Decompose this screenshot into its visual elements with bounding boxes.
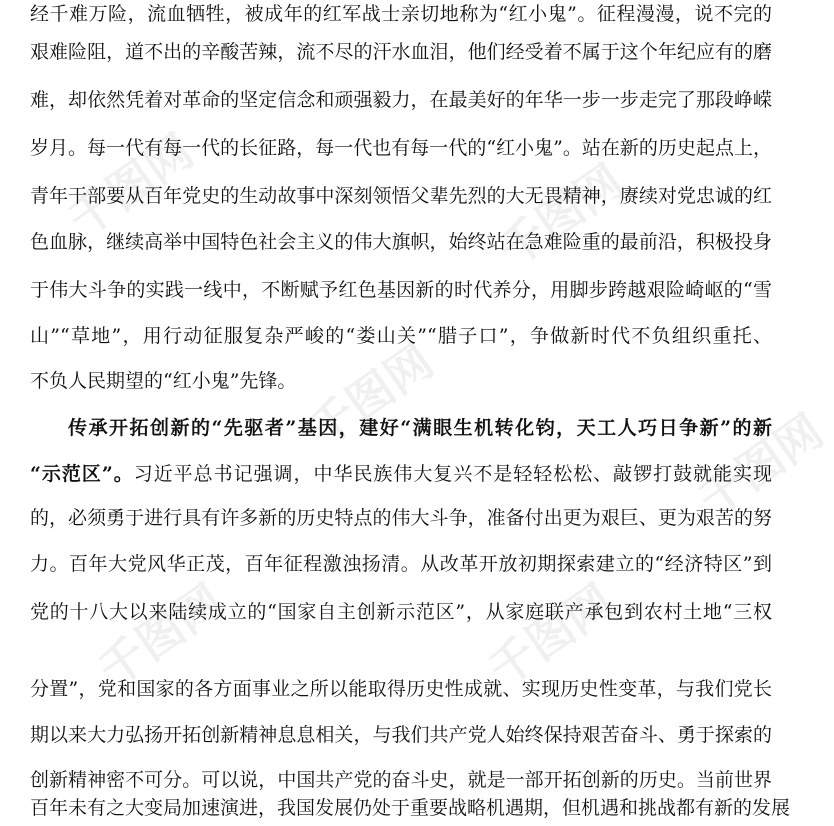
watermark: 千图网: [298, 333, 443, 458]
watermark: 千图网: [58, 123, 203, 248]
text-line: 党的十八大以来陆续成立的“国家自主创新示范区”，从家庭联产承包到农村土地“三权: [30, 601, 772, 623]
text-line: 分置”，党和国家的各方面事业之所以能取得历史性成就、实现历史性变革，与我们党长: [30, 678, 772, 700]
text-line: 的，必须勇于进行具有许多新的历史特点的伟大斗争，准备付出更为艰巨、更为艰苦的努: [30, 507, 772, 529]
text-line: [30, 456, 772, 492]
text-line-rest: 习近平总书记强调，中华民族伟大复兴不是轻轻松松、敲锣打鼓就能实现: [133, 463, 772, 485]
watermark: 千图网: [478, 573, 623, 698]
text-line: 力。百年大党风华正茂，百年征程激浊扬清。从改革开放初期探索建立的“经济特区”到: [30, 553, 772, 575]
text-line: 创新精神密不可分。可以说，中国共产党的奋斗史，就是一部开拓创新的历史。当前世界: [30, 769, 772, 791]
text-line: 青年干部要从百年党史的生动故事中深刻领悟父辈先烈的大无畏精神，赓续对党忠诚的红: [30, 185, 772, 207]
text-line: 不负人民期望的“红小鬼”先锋。: [30, 370, 297, 392]
text-line: 艰难险阻，道不出的辛酸苦辣，流不尽的汗水血泪，他们经受着不属于这个年纪应有的磨: [30, 41, 772, 63]
watermark: 千图网: [488, 153, 633, 278]
text-line: 期以来大力弘扬开拓创新精神息息相关，与我们共产党人始终保持艰苦奋斗、勇于探索的: [30, 724, 772, 746]
text-line: 于伟大斗争的实践一线中，不断赋予红色基因新的时代养分，用脚步跨越艰险崎岖的“雪: [30, 279, 772, 301]
section-heading: 传承开拓创新的“先驱者”基因，建好“满眼生机转化钧，天工人巧日争新”的新: [68, 417, 772, 439]
text-line: 岁月。每一代有每一代的长征路，每一代也有每一代的“红小鬼”。站在新的历史起点上，: [30, 137, 772, 159]
section-heading-end: “示范区”。: [30, 463, 134, 485]
watermark: 千图网: [688, 403, 833, 528]
text-line: 经千难万险，流血牺牲，被成年的红军战士亲切地称为“红小鬼”。征程漫漫，说不完的: [30, 3, 772, 25]
text-line: 色血脉，继续高举中国特色社会主义的伟大旗帜，始终站在急难险重的最前沿，积极投身: [30, 231, 772, 253]
text-line-cut: 百年未有之大变局加速演进，我国发展仍处于重要战略机遇期，但机遇和挑战都有新的发展: [30, 797, 791, 819]
text-line: 难，却依然凭着对革命的坚定信念和顽强毅力，在最美好的年华一步一步走完了那段峥嵘: [30, 89, 772, 111]
watermark: 千图网: [88, 573, 233, 698]
text-line: 山”“草地”，用行动征服复杂严峻的“娄山关”“腊子口”，争做新时代不负组织重托、: [30, 325, 772, 347]
